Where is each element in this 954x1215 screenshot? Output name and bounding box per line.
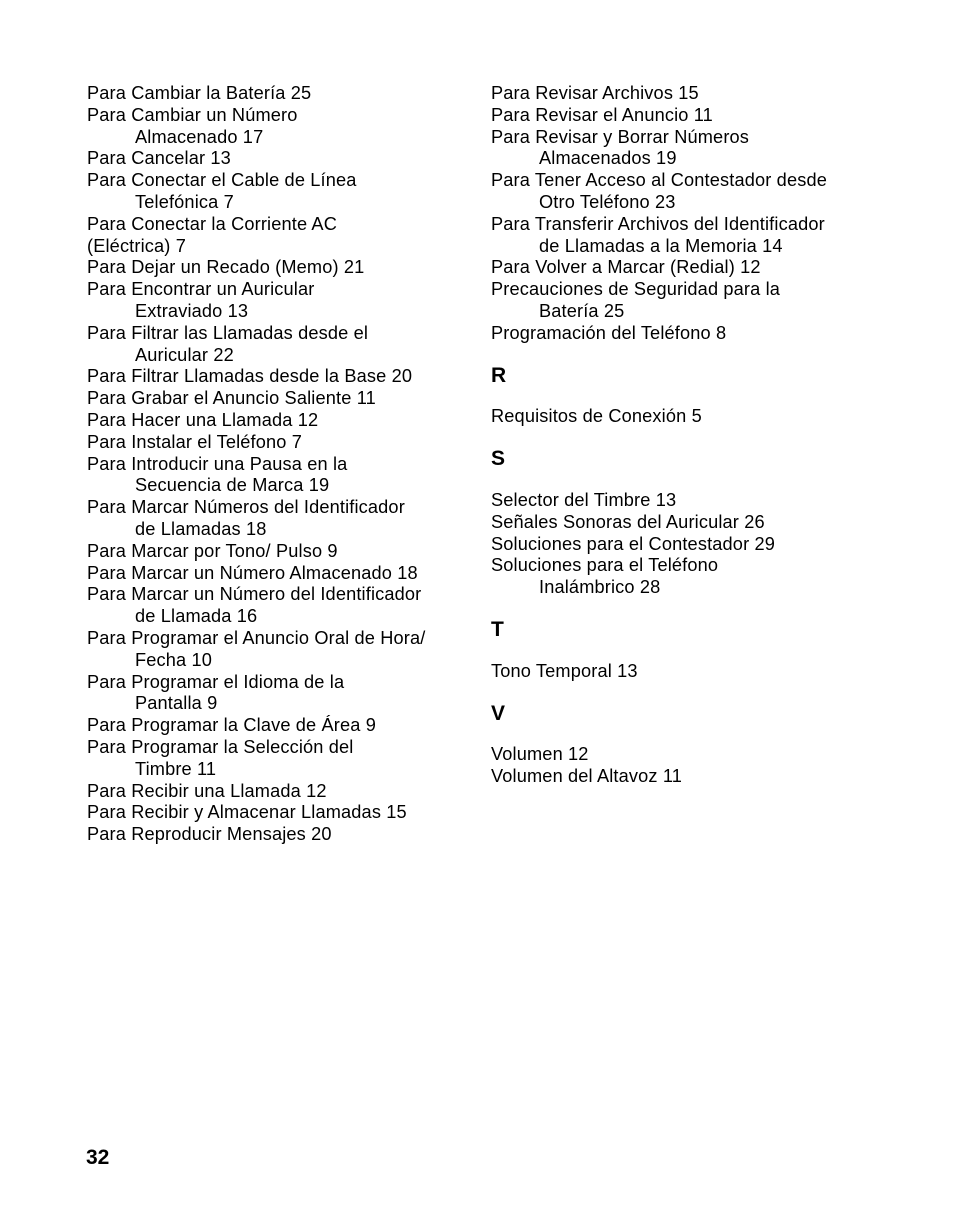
index-section-heading: T [491,617,504,641]
index-entry: Programación del Teléfono 8 [491,322,727,343]
index-entry: Para Recibir y Almacenar Llamadas 15 [87,802,407,823]
index-entry: Señales Sonoras del Auricular 26 [491,511,765,532]
index-column-left [87,83,467,846]
index-entry-continuation: Timbre 11 [135,758,217,779]
index-entry: Para Conectar el Cable de Línea [87,170,357,191]
index-section-heading: V [491,701,506,725]
index-entry: Para Marcar un Número del Identificador [87,584,422,605]
index-entry-continuation: Pantalla 9 [135,693,218,714]
index-entry: Para Hacer una Llamada 12 [87,409,319,430]
index-entry: Para Cambiar la Batería 25 [87,83,312,103]
page-number: 32 [86,1146,110,1169]
index-entry-continuation: Secuencia de Marca 19 [135,475,330,496]
index-entry: Para Dejar un Recado (Memo) 21 [87,257,365,278]
index-entry: Para Revisar el Anuncio 11 [491,104,713,125]
index-section-heading: R [491,363,507,387]
index-entry: Para Revisar Archivos 15 [491,83,699,103]
index-entry-continuation: Extraviado 13 [135,300,249,321]
index-entry: Para Introducir una Pausa en la [87,453,348,474]
index-entry: Para Conectar la Corriente AC [87,213,337,234]
index-entry-continuation: de Llamadas a la Memoria 14 [539,235,783,256]
index-entry: Soluciones para el Contestador 29 [491,533,776,554]
index-entry: Para Programar el Anuncio Oral de Hora/ [87,627,426,648]
index-entry: Para Volver a Marcar (Redial) 12 [491,257,761,278]
index-entry: Requisitos de Conexión 5 [491,406,702,427]
index-entry-continuation: Almacenado 17 [135,126,264,147]
index-entry-continuation: de Llamada 16 [135,606,258,627]
index-entry: Para Reproducir Mensajes 20 [87,824,332,845]
index-entry: Para Filtrar las Llamadas desde el [87,322,369,343]
index-entry: Para Revisar y Borrar Números [491,126,750,147]
index-column-right [491,83,871,788]
index-entry: Volumen 12 [491,744,589,765]
index-entry: Para Programar el Idioma de la [87,671,345,692]
index-entry: Para Cancelar 13 [87,148,231,169]
index-section-heading: S [491,447,506,471]
index-entry: Para Marcar por Tono/ Pulso 9 [87,540,338,561]
index-entry: Para Programar la Clave de Área 9 [87,715,377,736]
index-entry: Para Instalar el Teléfono 7 [87,431,303,452]
index-entry: Para Programar la Selección del [87,736,354,757]
index-entry: Para Grabar el Anuncio Saliente 11 [87,388,376,409]
index-entry: Tono Temporal 13 [491,660,638,681]
index-entry-continuation: Inalámbrico 28 [539,577,661,598]
index-entry-continuation: Auricular 22 [135,344,234,365]
index-entry-continuation: Fecha 10 [135,649,213,670]
index-entry: Soluciones para el Teléfono [491,555,719,576]
index-entry-continuation: Telefónica 7 [135,191,234,212]
index-entry: Volumen del Altavoz 11 [491,766,683,787]
index-entry: Selector del Timbre 13 [491,489,677,510]
index-entry: Para Filtrar Llamadas desde la Base 20 [87,366,413,387]
index-entry-continuation: Otro Teléfono 23 [539,191,676,212]
index-entry: Para Transferir Archivos del Identificador [491,213,825,234]
index-entry: (Eléctrica) 7 [87,235,186,256]
index-entry-continuation: Batería 25 [539,300,625,321]
index-entry: Para Encontrar un Auricular [87,279,315,300]
index-entry: Para Cambiar un Número [87,104,298,125]
index-entry-continuation: Almacenados 19 [539,148,677,169]
index-entry-continuation: de Llamadas 18 [135,518,267,539]
index-entry: Para Recibir una Llamada 12 [87,780,327,801]
index-entry: Para Tener Acceso al Contestador desde [491,170,827,191]
index-entry: Para Marcar un Número Almacenado 18 [87,562,418,583]
index-entry: Para Marcar Números del Identificador [87,497,405,518]
index-entry: Precauciones de Seguridad para la [491,279,781,300]
